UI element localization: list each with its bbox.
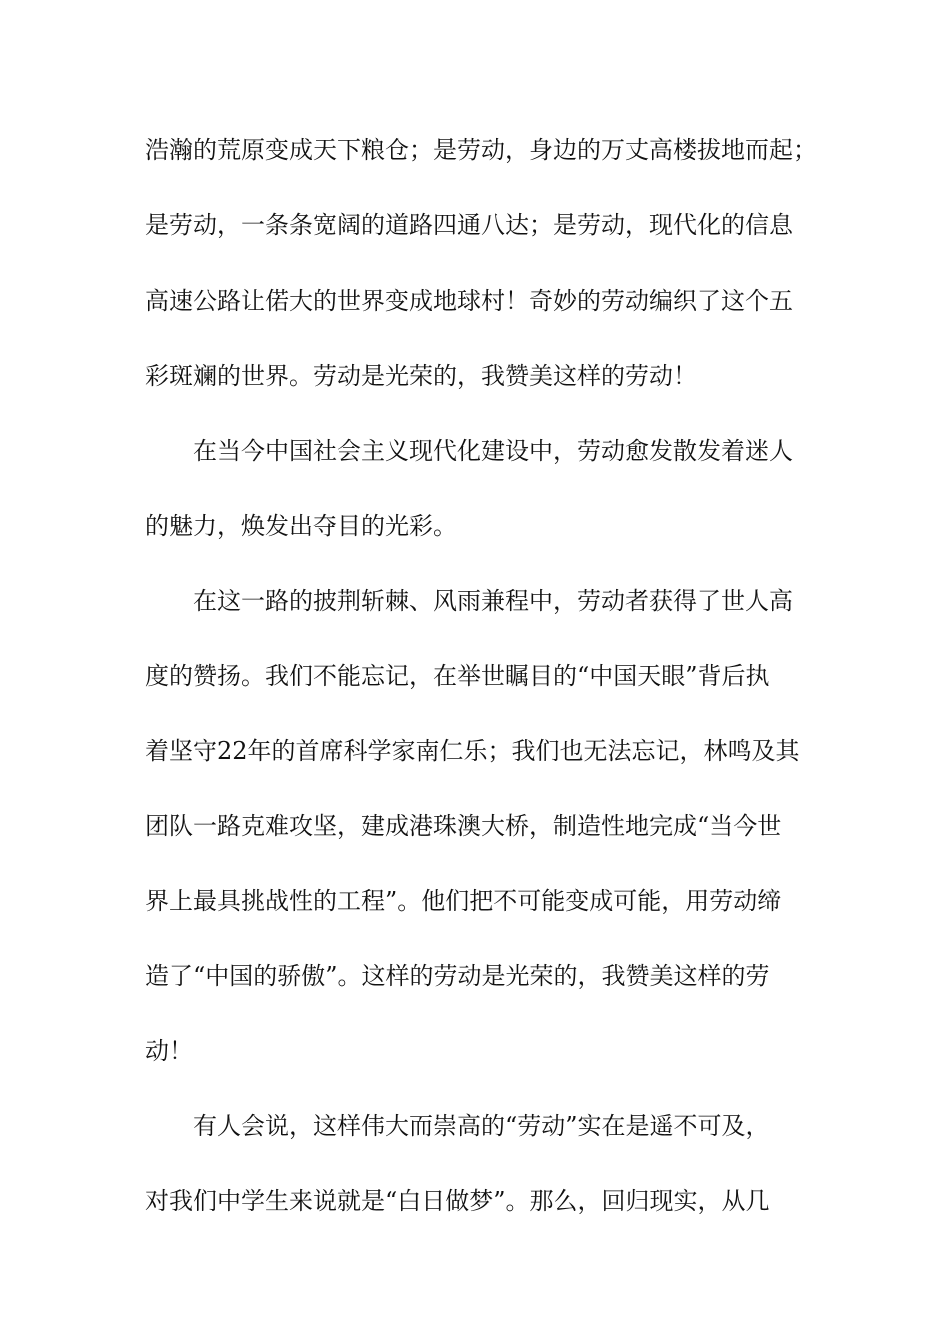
paragraph-4-line-2: 对我们中学生来说就是“白日做梦”。那么，回归现实，从几	[145, 1187, 770, 1215]
paragraph-3-line-4: 团队一路克难攻坚，建成港珠澳大桥，制造性地完成“当今世	[145, 812, 782, 840]
paragraph-3-line-7: 动！	[145, 1037, 193, 1065]
paragraph-3-line-1: 在这一路的披荆斩棘、风雨兼程中，劳动者获得了世人高	[193, 587, 793, 615]
paragraph-2-line-2: 的魅力，焕发出夺目的光彩。	[145, 512, 457, 540]
paragraph-4-line-1: 有人会说，这样伟大而崇高的“劳动”实在是遥不可及，	[193, 1112, 770, 1140]
paragraph-1-line-1: 浩瀚的荒原变成天下粮仓；是劳动，身边的万丈高楼拔地而起；	[145, 136, 817, 164]
paragraph-1-line-4: 彩斑斓的世界。劳动是光荣的，我赞美这样的劳动！	[145, 362, 697, 390]
paragraph-3-line-5: 界上最具挑战性的工程”。他们把不可能变成可能，用劳动缔	[145, 887, 782, 915]
paragraph-1-line-2: 是劳动，一条条宽阔的道路四通八达；是劳动，现代化的信息	[145, 211, 793, 239]
paragraph-1-line-3: 高速公路让偌大的世界变成地球村！奇妙的劳动编织了这个五	[145, 287, 793, 315]
paragraph-2-line-1: 在当今中国社会主义现代化建设中，劳动愈发散发着迷人	[193, 437, 793, 465]
paragraph-3-line-3: 着坚守22年的首席科学家南仁乐；我们也无法忘记，林鸣及其	[145, 737, 800, 765]
paragraph-3-line-6: 造了“中国的骄傲”。这样的劳动是光荣的，我赞美这样的劳	[145, 962, 770, 990]
paragraph-3-line-2: 度的赞扬。我们不能忘记，在举世瞩目的“中国天眼”背后执	[145, 662, 770, 690]
